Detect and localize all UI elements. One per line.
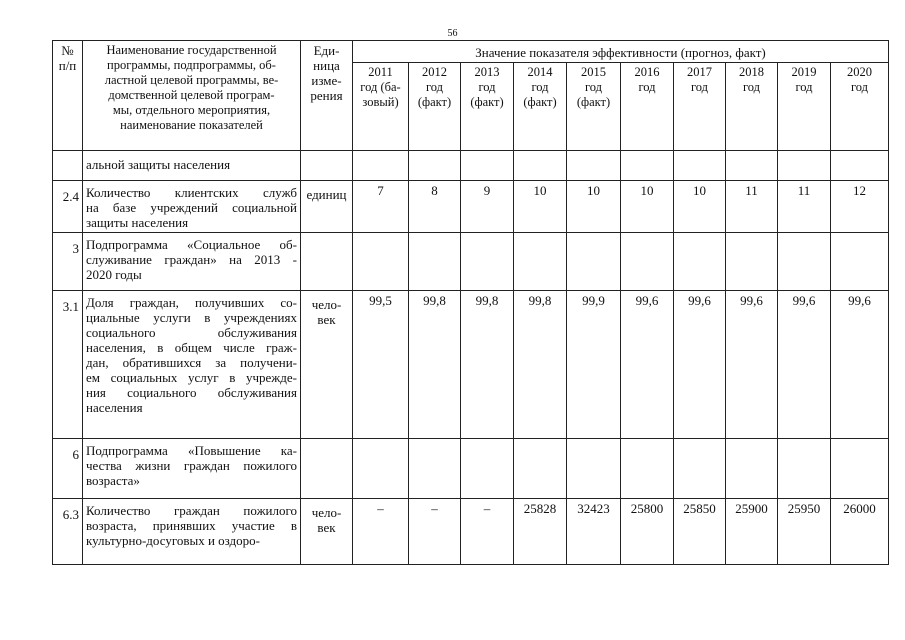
row-value-cell (621, 233, 674, 291)
row-value-cell: – (409, 499, 461, 565)
row-value-cell (461, 151, 514, 181)
text-line: культурно-досуговых и оздоро- (86, 533, 260, 548)
row-value-cell (621, 151, 674, 181)
row-value-cell (567, 233, 621, 291)
text-line: 2020 (847, 65, 872, 79)
text-line: чело- (311, 505, 342, 520)
row-value-cell: 8 (409, 181, 461, 233)
row-value-cell: 26000 (831, 499, 889, 565)
row-num-cell: 2.4 (53, 181, 83, 233)
text-line: год (690, 80, 709, 94)
row-value-cell (778, 233, 831, 291)
table-row (53, 291, 889, 439)
text-line: год (638, 80, 656, 94)
row-value-cell (514, 439, 567, 499)
row-value-cell (831, 439, 889, 499)
header-year-cell (567, 63, 621, 151)
row-num-cell: 6.3 (53, 499, 83, 565)
row-value-cell: – (461, 499, 514, 565)
header-year-cell (353, 63, 409, 151)
text-line: век (317, 520, 336, 535)
text-line: (факт) (576, 95, 611, 109)
row-value-cell (726, 233, 778, 291)
row-value-cell: 7 (353, 181, 409, 233)
text-line: на базе учреждений социальной (86, 200, 297, 215)
row-name-cell (83, 233, 301, 291)
row-value-cell: 10 (514, 181, 567, 233)
header-unit-cell (301, 41, 353, 151)
row-value-cell (674, 151, 726, 181)
row-num-cell: 3 (53, 233, 83, 291)
text-line: возраста» (86, 473, 140, 488)
row-value-cell (514, 233, 567, 291)
row-unit-cell (301, 439, 353, 499)
row-value-cell: 25828 (514, 499, 567, 565)
row-num-cell: 3.1 (53, 291, 83, 439)
text-line: возраста, принявших участие в (86, 518, 297, 533)
row-value-cell (567, 151, 621, 181)
row-value-cell: 99,6 (778, 291, 831, 439)
row-value-cell (778, 439, 831, 499)
header-year-cell (726, 63, 778, 151)
row-value-cell: 25800 (621, 499, 674, 565)
page-number: 56 (447, 28, 458, 39)
text-line: год (584, 80, 603, 94)
row-unit-cell (301, 233, 353, 291)
text-line: п/п (58, 58, 77, 73)
row-value-cell (461, 233, 514, 291)
text-line: год (425, 80, 444, 94)
text-line: век (317, 312, 336, 327)
text-line: (факт) (417, 95, 452, 109)
table-row (53, 439, 889, 499)
row-value-cell: 25900 (726, 499, 778, 565)
header-year-cell (409, 63, 461, 151)
text-line: 2018 (739, 65, 764, 79)
text-line: чества жизни граждан пожилого (86, 458, 297, 473)
text-line: год (795, 80, 813, 94)
row-value-cell (567, 439, 621, 499)
text-line: социального обслуживания (86, 325, 297, 340)
row-value-cell: 25850 (674, 499, 726, 565)
text-line: год (850, 80, 869, 94)
text-line: 2012 (422, 65, 447, 79)
row-value-cell (674, 233, 726, 291)
row-value-cell: – (353, 499, 409, 565)
header-year-cell (674, 63, 726, 151)
header-num-cell (53, 41, 83, 151)
row-value-cell (409, 233, 461, 291)
row-value-cell: 99,6 (831, 291, 889, 439)
header-name-cell (83, 41, 301, 151)
text-line: 2019 (791, 65, 817, 79)
row-value-cell (461, 439, 514, 499)
row-value-cell (353, 233, 409, 291)
row-value-cell: 99,6 (726, 291, 778, 439)
row-value-cell (726, 439, 778, 499)
row-name-cell (83, 291, 301, 439)
row-value-cell: 25950 (778, 499, 831, 565)
text-line: дан, обратившихся за получени- (86, 355, 297, 370)
row-num-cell: 6 (53, 439, 83, 499)
header-row (53, 41, 889, 63)
table-row (53, 499, 889, 565)
efficiency-indicators-table (52, 40, 889, 565)
row-value-cell: 11 (726, 181, 778, 233)
row-value-cell (409, 151, 461, 181)
text-line: Подпрограмма «Повышение ка- (86, 443, 297, 458)
header-year-cell (621, 63, 674, 151)
text-line: (факт) (523, 95, 557, 109)
table-row (53, 151, 889, 181)
text-line: 2017 (687, 65, 712, 79)
text-line: год (531, 80, 549, 94)
row-value-cell (514, 151, 567, 181)
text-line: мы, отдельного мероприятия, (112, 103, 271, 117)
row-value-cell (409, 439, 461, 499)
text-line: Количество граждан пожилого (86, 503, 297, 518)
text-line: домственной целевой програм- (108, 88, 275, 102)
header-year-cell (514, 63, 567, 151)
text-line: Наименование государственной (106, 43, 277, 57)
header-group-cell: Значение показателя эффективности (прогноз, факт) (353, 41, 889, 63)
row-value-cell: 99,6 (621, 291, 674, 439)
text-line: 2015 (581, 65, 606, 79)
text-line: защиты населения (86, 215, 189, 230)
text-line: чело- (311, 297, 342, 312)
text-line: Подпрограмма «Социальное об- (86, 237, 297, 252)
row-value-cell: 99,6 (674, 291, 726, 439)
row-value-cell: 99,8 (409, 291, 461, 439)
text-line: программы, подпрограммы, об- (107, 58, 276, 72)
header-year-cell (461, 63, 514, 151)
text-line: ластной целевой программы, ве- (104, 73, 279, 87)
row-value-cell: 99,5 (353, 291, 409, 439)
text-line: № (61, 43, 74, 58)
row-name-cell (83, 499, 301, 565)
text-line: год (742, 80, 761, 94)
row-value-cell: 11 (778, 181, 831, 233)
row-unit-cell (301, 499, 353, 565)
text-line: Доля граждан, получивших со- (86, 295, 297, 310)
table-row (53, 233, 889, 291)
header-year-cell (831, 63, 889, 151)
row-num-cell (53, 151, 83, 181)
text-line: год (478, 80, 496, 94)
row-name-cell (83, 439, 301, 499)
row-value-cell: 12 (831, 181, 889, 233)
row-unit-cell (301, 181, 353, 233)
row-value-cell: 99,9 (567, 291, 621, 439)
row-value-cell: 10 (567, 181, 621, 233)
text-line: наименование показателей (120, 118, 263, 132)
row-value-cell (674, 439, 726, 499)
row-value-cell: 9 (461, 181, 514, 233)
text-line: населения, в общем числе граж- (86, 340, 297, 355)
text-line: 2016 (634, 65, 660, 79)
text-line: ния социального обслуживания (86, 385, 297, 400)
header-year-cell (778, 63, 831, 151)
row-name-cell (83, 151, 301, 181)
text-line: год (ба- (360, 80, 401, 94)
text-line: 2014 (527, 65, 553, 79)
text-line: альной защиты населения (86, 157, 231, 172)
row-value-cell: 99,8 (461, 291, 514, 439)
text-line: изме- (311, 73, 342, 88)
row-value-cell (353, 439, 409, 499)
text-line: рения (310, 88, 343, 103)
text-line: 2011 (368, 65, 393, 79)
row-value-cell (726, 151, 778, 181)
row-value-cell (831, 233, 889, 291)
text-line: Количество клиентских служб (86, 185, 297, 200)
row-unit-cell (301, 291, 353, 439)
text-line: единиц (306, 187, 347, 202)
text-line: (факт) (470, 95, 504, 109)
row-value-cell: 10 (621, 181, 674, 233)
row-name-cell (83, 181, 301, 233)
text-line: 2020 годы (86, 267, 142, 282)
row-value-cell (778, 151, 831, 181)
row-value-cell: 99,8 (514, 291, 567, 439)
table-row (53, 181, 889, 233)
row-value-cell: 32423 (567, 499, 621, 565)
row-unit-cell (301, 151, 353, 181)
text-line: населения (86, 400, 143, 415)
text-line: 2013 (474, 65, 500, 79)
text-line: Еди- (313, 43, 340, 58)
text-line: зовый) (362, 95, 399, 109)
row-value-cell (353, 151, 409, 181)
text-line: циальные услуги в учреждениях (86, 310, 297, 325)
row-value-cell (621, 439, 674, 499)
text-line: служивание граждан» на 2013 - (86, 252, 297, 267)
row-value-cell (831, 151, 889, 181)
text-line: ница (313, 58, 340, 73)
text-line: ем социальных услуг в учрежде- (86, 370, 297, 385)
row-value-cell: 10 (674, 181, 726, 233)
